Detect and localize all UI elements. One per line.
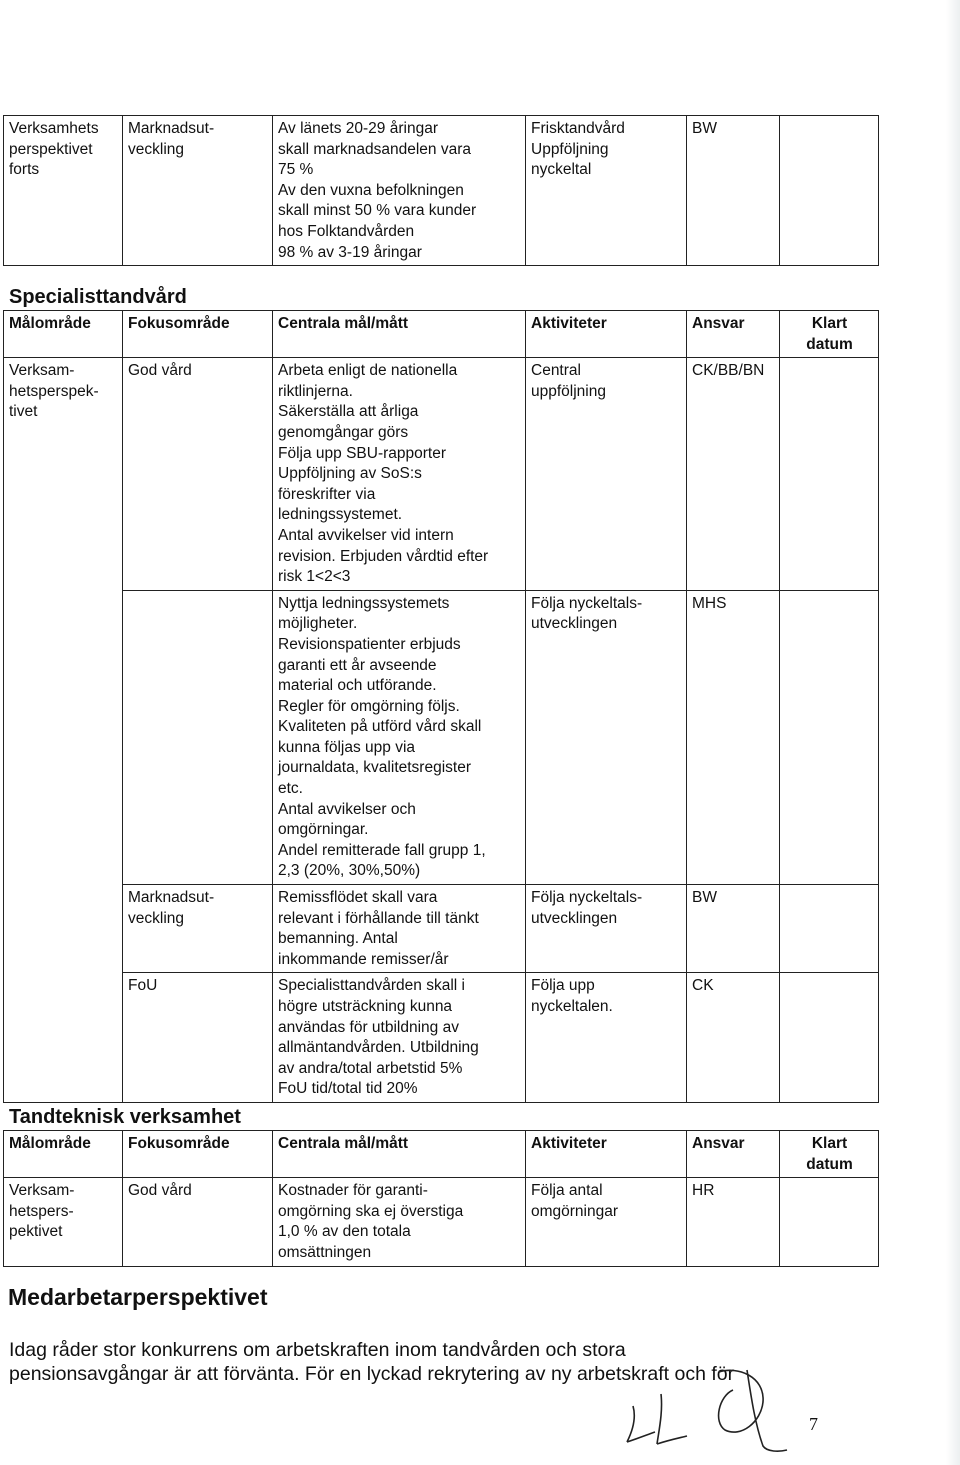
table-row	[4, 973, 879, 1103]
mal-cell: Specialisttandvården skall i högre utsträckning kunna användas för utbildning av allmäntandvården. Utbildning av andra/total arbetstid 5% FoU tid/total tid 20%	[273, 973, 526, 1103]
tandteknisk-heading: Tandteknisk verksamhet	[9, 1106, 241, 1128]
mal-cell: Av länets 20-29 åringar skall marknadsandelen vara 75 % Av den vuxna befolkningen skall minst 50 % vara kunder hos Folktandvården 98 % av 3-19 åringar	[273, 116, 526, 266]
header-ansvar: Ansvar	[687, 311, 780, 358]
medarbetar-heading: Medarbetarperspektivet	[8, 1284, 268, 1310]
header-mal: Centrala mål/mått	[273, 1131, 526, 1178]
mal-cell: Nyttja ledningssystemets möjligheter. Revisionspatienter erbjuds garanti ett år avseende material och utförande. Regler för omgörning följs. Kvaliteten på utförd vård skall kunna följas upp via journaldata, kvalitetsregister etc. Antal avvikelser och omgörningar. Andel remitterade fall grupp 1, 2,3 (20%, 30%,50%)	[273, 590, 526, 884]
header-aktiviteter: Aktiviteter	[526, 311, 687, 358]
aktiviteter-cell: Följa nyckeltals- utvecklingen	[526, 885, 687, 973]
header-row	[4, 1131, 879, 1178]
header-malomrade: Målområde	[4, 1131, 123, 1178]
malomrade-cell: Verksam- hetsperspek- tivet	[4, 358, 123, 1103]
ansvar-cell: HR	[687, 1178, 780, 1266]
klart-cell	[780, 973, 879, 1103]
ansvar-cell: CK	[687, 973, 780, 1103]
header-fokusomrade: Fokusområde	[123, 311, 273, 358]
aktiviteter-cell: Följa nyckeltals- utvecklingen	[526, 590, 687, 884]
table-row	[4, 885, 879, 973]
ansvar-cell: MHS	[687, 590, 780, 884]
mal-cell: Arbeta enligt de nationella riktlinjerna. Säkerställa att årliga genomgångar görs Följa upp SBU-rapporter Uppföljning av SoS:s föreskrifter via ledningssystemet. Antal avvikelser vid intern revision. Erbjuden vårdtid efter risk 1<2<3	[273, 358, 526, 591]
table-row	[4, 1178, 879, 1266]
fokusomrade-cell	[123, 590, 273, 884]
fokusomrade-cell: Marknadsut- veckling	[123, 116, 273, 266]
verksamhet-forts-table	[3, 115, 879, 266]
header-mal: Centrala mål/mått	[273, 311, 526, 358]
klart-cell	[780, 1178, 879, 1266]
specialist-table	[3, 310, 879, 1103]
header-ansvar: Ansvar	[687, 1131, 780, 1178]
klart-cell	[780, 358, 879, 591]
fokusomrade-cell: God vård	[123, 1178, 273, 1266]
handwritten-signature	[615, 1360, 815, 1460]
malomrade-cell: Verksam- hetspers- pektivet	[4, 1178, 123, 1266]
header-row	[4, 311, 879, 358]
aktiviteter-cell: Central uppföljning	[526, 358, 687, 591]
aktiviteter-cell: Följa upp nyckeltalen.	[526, 973, 687, 1103]
klart-cell	[780, 590, 879, 884]
fokusomrade-cell: FoU	[123, 973, 273, 1103]
table-row	[4, 590, 879, 884]
aktiviteter-cell: Frisktandvård Uppföljning nyckeltal	[526, 116, 687, 266]
table-row	[4, 116, 879, 266]
header-klart: Klart datum	[780, 1131, 879, 1178]
klart-cell	[780, 885, 879, 973]
fokusomrade-cell: God vård	[123, 358, 273, 591]
fokusomrade-cell: Marknadsut- veckling	[123, 885, 273, 973]
mal-cell: Kostnader för garanti- omgörning ska ej överstiga 1,0 % av den totala omsättningen	[273, 1178, 526, 1266]
ansvar-cell: BW	[687, 116, 780, 266]
table-row	[4, 358, 879, 591]
medarbetar-paragraph: Idag råder stor konkurrens om arbetskraften inom tandvården och stora pensionsavgångar är att förvänta. För en lyckad rekrytering av ny arbetskraft och för	[9, 1339, 735, 1385]
mal-cell: Remissflödet skall vara relevant i förhållande till tänkt bemanning. Antal inkommande remisser/år	[273, 885, 526, 973]
header-aktiviteter: Aktiviteter	[526, 1131, 687, 1178]
klart-cell	[780, 116, 879, 266]
malomrade-cell: Verksamhets perspektivet forts	[4, 116, 123, 266]
page-number: 7	[809, 1414, 818, 1434]
header-malomrade: Målområde	[4, 311, 123, 358]
tandteknisk-table	[3, 1130, 879, 1267]
ansvar-cell: CK/BB/BN	[687, 358, 780, 591]
aktiviteter-cell: Följa antal omgörningar	[526, 1178, 687, 1266]
header-fokusomrade: Fokusområde	[123, 1131, 273, 1178]
header-klart: Klart datum	[780, 311, 879, 358]
page-edge-shadow	[946, 0, 960, 1465]
ansvar-cell: BW	[687, 885, 780, 973]
specialist-heading: Specialisttandvård	[9, 286, 187, 308]
